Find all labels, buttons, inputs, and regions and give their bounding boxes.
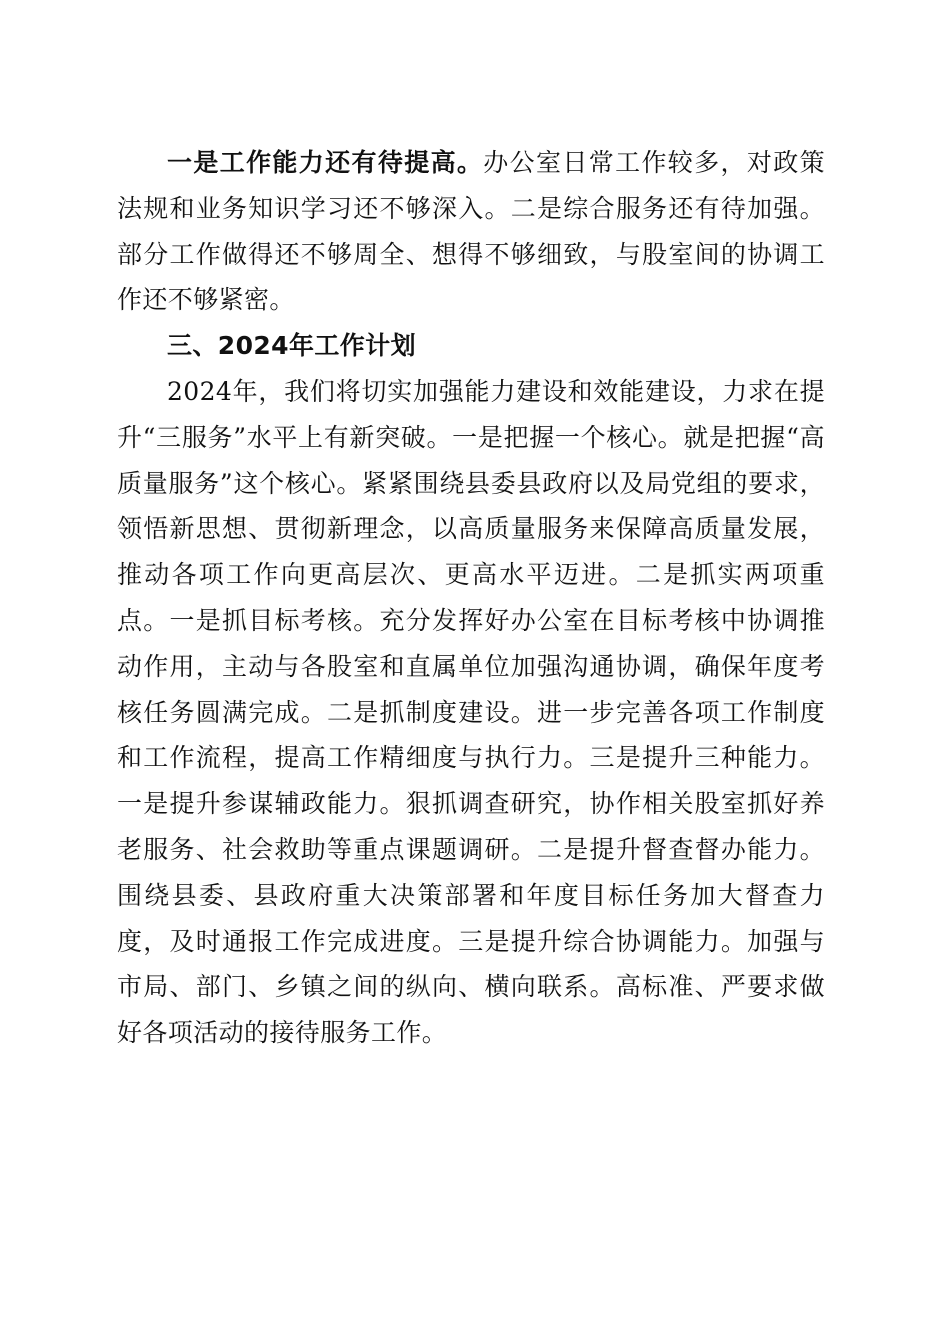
section-heading: 三、2024年工作计划 bbox=[167, 331, 416, 361]
paragraph-lead-bold: 一是工作能力还有待提高。 bbox=[167, 148, 484, 177]
document-body bbox=[117, 140, 825, 1056]
paragraph-work-plan: 2024年，我们将切实加强能力建设和效能建设，力求在提升“三服务”水平上有新突破。一是把握一个核心。就是把握“高质量服务”这个核心。紧紧围绕县委县政府以及局党组的要求，领悟新思想、贯彻新理念，以高质量服务来保障高质量发展，推动各项工作向更高层次、更高水平迈进。二是抓实两项重点。一是抓目标考核。充分发挥好办公室在目标考核中协调推动作用，主动与各股室和直属单位加强沟通协调，确保年度考核任务圆满完成。二是抓制度建设。进一步完善各项工作制度和工作流程，提高工作精细度与执行力。三是提升三种能力。一是提升参谋辅政能力。狠抓调查研究，协作相关股室抓好养老服务、社会救助等重点课题调研。二是提升督查督办能力。围绕县委、县政府重大决策部署和年度目标任务加大督查力度，及时通报工作完成进度。三是提升综合协调能力。加强与市局、部门、乡镇之间的纵向、横向联系。高标准、严要求做好各项活动的接待服务工作。 bbox=[117, 376, 825, 1048]
paragraph-text: 办公室日常工作较多，对政策法规和业务知识学习还不够深入。二是综合服务还有待加强。部分工作做得还不够周全、想得不够细致，与股室间的协调工作还不够紧密。 bbox=[117, 148, 825, 315]
paragraph-shortcomings bbox=[117, 140, 825, 323]
